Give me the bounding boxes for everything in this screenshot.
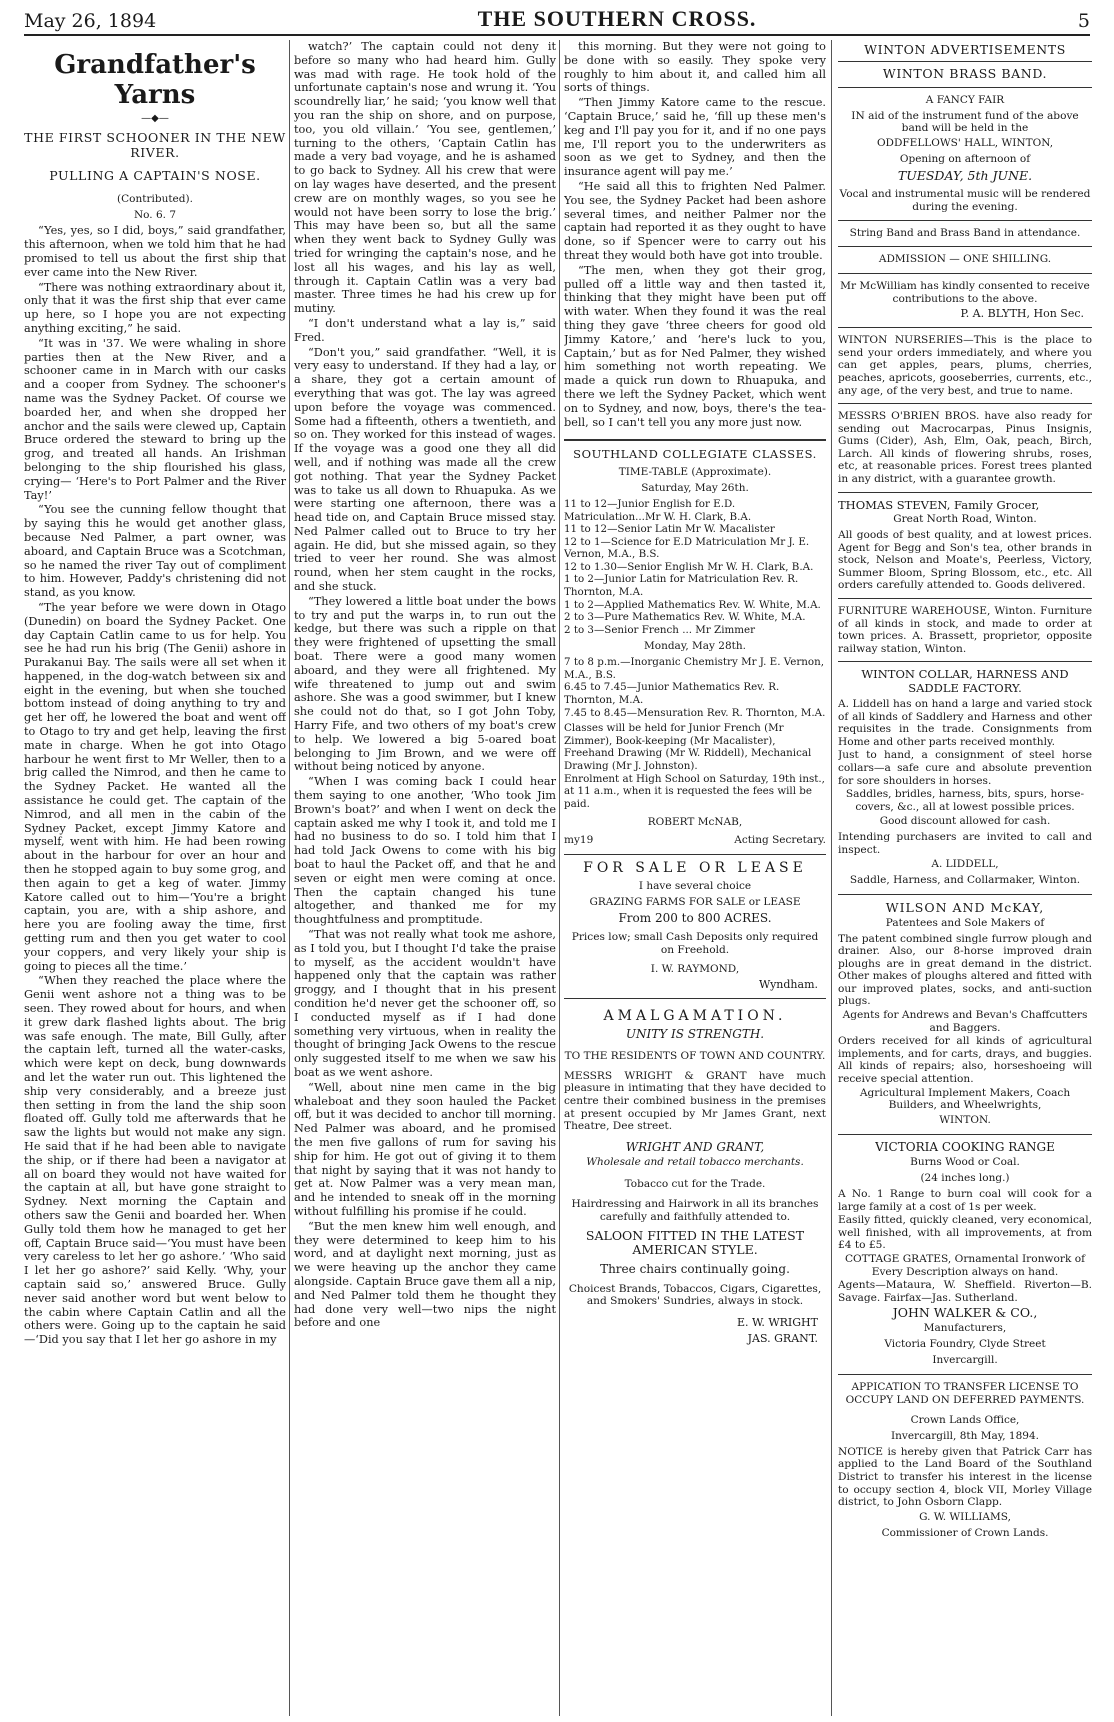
college-subtitle: TIME-TABLE (Approximate). (618, 466, 772, 479)
steven-body: All goods of best quality, and at lowest prices. Agent for Begg and Son's tea, other brands in stock, Nelson and Moate's, Peerless, Victory, Summer Bloom, Spring Blossom, etc., etc. All orders carefully attended to. Goods delivered. (838, 529, 1092, 592)
timetable-row: 2 to 3—Senior French ... Mr Zimmer (564, 623, 756, 636)
collar-f: Intending purchasers are invited to call and inspect. (838, 831, 1092, 856)
timetable-saturday (564, 498, 826, 637)
wm-d: Orders received for all kinds of agricultural implements, and for carts, drays, and buggies. All kinds of repairs; also, horseshoeing will receive special attention. (838, 1035, 1092, 1086)
story-paragraph: “But the men knew him well enough, and they were determined to keep him to his word, and at daylight next morning, just as we were heaving up the anchor they came alongside. Captain Bruce gave them all a nip, and Ned Palmer told them he thought they had done very well—two nips the night before and one (294, 1219, 556, 1330)
column-rule (559, 40, 560, 1716)
farms-l1: I have several choice (638, 879, 752, 892)
timetable-row: 6.45 to 7.45—Junior Mathematics Rev. R. Thornton, M.A. (564, 681, 780, 707)
timetable-row: 1 to 2—Junior Latin for Matriculation Rev. R. Thornton, M.A. (564, 573, 799, 599)
collar-body: A. Liddell has on hand a large and varied stock of all kinds of Saddlery and Harness and other requisites in the trade. Consignments from Home and other parts received monthly. (838, 698, 1092, 748)
timetable-row: 7 to 8 p.m.—Inorganic Chemistry Mr J. E. Vernon, M.A., B.S. (564, 656, 824, 681)
masthead (24, 6, 1090, 36)
story-paragraph: “Yes, yes, so I did, boys,” said grandfather, this afternoon, when we told him that he had promised to tell us about the first ship that ever came into the New River. (24, 224, 286, 279)
fair-body: IN aid of the instrument fund of the above band will be held in the (851, 109, 1079, 135)
wm-f: WINTON. (939, 1113, 991, 1126)
farms-head: FOR SALE OR LEASE (583, 859, 807, 876)
jw-head: JOHN WALKER & CO., (892, 1305, 1038, 1321)
divider (564, 998, 826, 999)
vr-c: A No. 1 Range to burn coal will cook for a large family at a cost of 1s per week. (838, 1188, 1092, 1213)
college-ref: my19 (564, 834, 594, 847)
column-2 (294, 40, 556, 1718)
divider (838, 220, 1092, 221)
amalg-head: AMALGAMATION. (603, 1008, 787, 1025)
story-body-3 (564, 40, 826, 429)
paper-title: THE SOUTHERN CROSS. (477, 6, 757, 31)
story-body-2 (294, 40, 556, 1330)
story-number: No. 6. 7 (133, 208, 177, 221)
farms-place: Wyndham. (759, 978, 818, 992)
amalg-hair: Hairdressing and Hairwork in all its branches carefully and faithfully attended to. (571, 1198, 819, 1223)
fair-admission: ADMISSION — ONE SHILLING. (878, 253, 1052, 266)
jw-b: Victoria Foundry, Clyde Street (884, 1337, 1046, 1350)
obrien-ad: MESSRS O'BRIEN BROS. have also ready for sending out Macrocarpas, Pinus Insignis, Gums (Cider), Ash, Elm, Oak, peach, Birch, Larch. All kinds of flowering shrubs, roses, etc, at reasonable prices. Forest trees planted in any district, with a guarantee growth. (838, 410, 1092, 486)
timetable-row: 12 to 1.30—Senior English Mr W. H. Clark, B.A. (564, 560, 814, 573)
timetable-row: 11 to 12—Senior Latin Mr W. Macalister (564, 523, 775, 536)
divider (838, 1134, 1092, 1135)
fair-opening: Opening on afternoon of (899, 152, 1031, 165)
winton-head: WINTON ADVERTISEMENTS (864, 42, 1066, 57)
wm-a: Patentees and Sole Makers of (885, 916, 1045, 929)
divider (838, 598, 1092, 599)
timetable-row: 12 to 1—Science for E.D Matriculation Mr J. E. Vernon, M.A., B.S. (564, 535, 810, 561)
app-c: NOTICE is hereby given that Patrick Carr has applied to the Land Board of the Southland District to transfer his interest in the license to occupy section 4, block VII, Morley Village district, to John Osborn Clapp. (838, 1445, 1092, 1509)
farms-ad (564, 861, 826, 992)
wm-head: WILSON AND McKAY, (885, 899, 1045, 915)
amalg-firm: WRIGHT AND GRANT, (625, 1139, 765, 1154)
college-day1: Saturday, May 26th. (641, 482, 749, 495)
wm-e: Agricultural Implement Makers, Coach Builders, and Wheelwrights, (859, 1086, 1071, 1112)
jw-a: Manufacturers, (923, 1322, 1007, 1335)
story-paragraph: “They lowered a little boat under the bows to try and put the warps in, to run out the kedge, but there was such a ripple on that they were frightened of upsetting the small boat. There were a good many women aboard, and they were all frightened. My wife threatened to jump out and swim ashore. She was a good swimmer, but I knew she could not do that, so I got John Toby, Harry Fife, and two others of my boat's crew to help. We lowered a big 5-oared boat belonging to Jim Brown, and we were off without being noticed by anyone. (294, 594, 556, 774)
farms-l3: From 200 to 800 ACRES. (618, 910, 772, 925)
story-paragraph: “Then Jimmy Katore came to the rescue. ‘Captain Bruce,’ said he, ‘fill up these men's keg and I'll pay you for it, and if no one pays me, I'll report you to the underwriters as soon as we get to Sydney, and then the insurance agent will pay me.’ (564, 96, 826, 179)
column-4 (838, 40, 1092, 1718)
college-enrol: Enrolment at High School on Saturday, 19th inst., at 11 a.m., when it is requested the fees will be paid. (564, 772, 825, 810)
college-day2: Monday, May 28th. (644, 640, 746, 653)
story-title: Grandfather's Yarns (54, 50, 256, 110)
vr-head: VICTORIA COOKING RANGE (875, 1139, 1055, 1154)
story-paragraph: “The year before we were down in Otago (Dunedin) on board the Sydney Packet. One day Captain Catlin came to us for help. You see he had run his brig (The Genii) ashore in Purakanui Bay. The sails were all set when it happened, in the dog-watch between six and eight in the evening, but when she touched bottom instead of doing anything to try and get her off, he lowered the boat and went off to Otago to try and get help, leaving the first mate in charge. When he got into Otago harbour he went first to Mr Weller, then to a brig called the Nimrod, and then he came to the Sydney Packet. He wanted all the assistance he could get. The captain of the Nimrod, and all men in the cabin of the Sydney Packet, except Jimmy Katore and myself, went with him. He had been rowing about in the harbour for over an hour and then he stopped again to buy some grog, and then again to get a keg of water. Jimmy Katore called out to him—‘You're a bright captain, you are, with a ship ashore, and here you are fooling away the time, first getting rum and then you get water to cool your coppers, and very likely your ship is going to pieces all the time.’ (24, 600, 286, 973)
farms-sig: I. W. RAYMOND, (650, 962, 740, 975)
divider (838, 327, 1092, 328)
timetable-row: 1 to 2—Applied Mathematics Rev. W. White, M.A. (564, 598, 821, 611)
story-paragraph: “That was not really what took me ashore, as I told you, but I thought I'd take the praise to myself, as the accident wouldn't have happened only that the captain was rather groggy, and I thought that in his present condition he'd never get the schooner off, so I conducted myself as if I had done something very virtuous, when in reality the thought of bringing Jack Owens to the rescue only suggested itself to me when we saw his boat as we went ashore. (294, 928, 556, 1079)
amalg-brands: Choicest Brands, Tobaccos, Cigars, Cigarettes, and Smokers' Sundries, always in stock. (568, 1282, 822, 1308)
story-paragraph: “When they reached the place where the Genii went ashore not a thing was to be seen. They rowed about for hours, and when it grew dark flashed lights about. The brig was safe enough. The mate, Bill Gully, after the captain left, turned all the water-casks, which were kept on deck, bung downwards and let the water run out. This lightened the ship very considerably, and a breeze just then setting in from the land the ship soon floated off. Gully told me afterwards that he saw the lights but would not make any sign. He said that if he had been able to navigate the ship, or if there had been a navigator at all on board they would not have waited for the captain at all, but have gone straight to Sydney. Next morning the Captain and others saw the Genii and boarded her. When Gully told them how he managed to get her off, Captain Bruce said—‘You must have been very careless to let her go ashore.’ ‘Who said I let her go ashore?’ said Kelly. ‘Why, your captain said so,’ answered Bruce. Gully never said another word but went below to the cabin where Captain Catlin and all the others were. Going up to the captain he said—‘Did you say that I let her go ashore in my (24, 974, 286, 1347)
amalg-chairs: Three chairs continually going. (600, 1261, 790, 1276)
timetable-row: 11 to 12—Junior English for E.D. Matriculation...Mr W. H. Clark, B.A. (564, 497, 752, 523)
collar-sig: A. LIDDELL, (931, 858, 999, 871)
amalg-body: MESSRS WRIGHT & GRANT have much pleasure in intimating that they have decided to centre their combined business in the premises at present occupied by Mr James Grant, next Theatre, Dee street. (564, 1069, 826, 1133)
college-note: Classes will be held for Junior French (Mr Zimmer), Book-keeping (Mr Macalister), Freehand Drawing (Mr W. Riddell), Mechanical Drawing (Mr J. Johnston). (564, 722, 812, 772)
vr-e: COTTAGE GRATES, Ornamental Ironwork of Every Description always on hand. (844, 1252, 1086, 1278)
farms-l2: GRAZING FARMS FOR SALE or LEASE (589, 895, 801, 908)
amalg-s1: E. W. WRIGHT (736, 1315, 818, 1329)
story-paragraph: “It was in '37. We were whaling in shore parties then at the New River, and a schooner came in in March with our casks and a cooper from Sydney. The schooner's name was the Sydney Packet. Of course we boarded her, and when she dropped her anchor and the sails were clewed up, Captain Bruce ordered the steward to bring up the grog, and treated all hands. An Irishman belonging to the ship flourished his glass, crying— ‘Here's to Port Palmer and the River Tay!’ (24, 336, 286, 502)
story-paragraph: “The men, when they got their grog, pulled off a little way and then tasted it, thinking that they might have been put off with water. When they found it was the real thing they gave ‘three cheers for good old Jimmy Katore,’ and ‘here's luck to you, Captain,’ but as for Ned Palmer, they wished him something not worth repeating. We made a quick run down to Rhuapuka, and there we left the Sydney Packet, which went on to Sydney, and now, boys, there's the tea-bell, so I can't tell you any more just now. (564, 263, 826, 429)
wm-b: The patent combined single furrow plough and drainer. Also, our 8-horse improved drain ploughs are in great demand in the district. Other makes of ploughs altered and fitted with our improved plates, socks, and anti-suction plugs. (838, 932, 1092, 1008)
story-paragraph: “When I was coming back I could hear them saying to one another, ‘Who took Jim Brown's boat?’ and when I went on deck the captain asked me why I took it, and told me I had no business to do so. I told him that I had told Jack Owens to come with his big boat to haul the Packet off, and that he and seven or eight men were coming at once. Then the captain changed his tune altogether, and thanked me for my thoughtfulness and promptitude. (294, 775, 556, 927)
steven-head: THOMAS STEVEN, Family Grocer, (838, 497, 1040, 512)
vr-a: Burns Wood or Coal. (910, 1156, 1020, 1169)
fair-hall: ODDFELLOWS' HALL, WINTON, (876, 136, 1054, 149)
fair-mcw: Mr McWilliam has kindly consented to receive contributions to the above. (840, 280, 1090, 305)
page-number: 5 (1077, 10, 1090, 32)
timetable-row: 2 to 3—Pure Mathematics Rev. W. White, M.A. (564, 611, 806, 624)
collar-c: Just to hand, a consignment of steel horse collars—a safe cure and absolute prevention for sore shoulders in horses. (838, 749, 1092, 787)
app-head: APPICATION TO TRANSFER LICENSE TO OCCUPY LAND ON DEFERRED PAYMENTS. (845, 1380, 1085, 1407)
amalg-s2: JAS. GRANT. (747, 1331, 818, 1345)
fair-string: String Band and Brass Band in attendance. (849, 226, 1081, 239)
story-body-1 (24, 224, 286, 1347)
issue-date: May 26, 1894 (24, 10, 157, 32)
divider (838, 246, 1092, 247)
story-paragraph: “Well, about nine men came in the big whaleboat and they soon hauled the Packet off, but it was decided to anchor till morning. Ned Palmer was aboard, and he promised the men five gallons of rum for saving his ship for him. He got out of giving it to them that night by saying that it was not handy to get at. Now Palmer was a very mean man, and he intended to sneak off in the morning without fulfilling his promise if he could. (294, 1080, 556, 1218)
divider (838, 87, 1092, 88)
story-paragraph: “There was nothing extraordinary about it, only that it was the first ship that ever came up here, so I hope you are not expecting anything exciting,” he said. (24, 280, 286, 335)
collar-d: Saddles, bridles, harness, bits, spurs, horse-covers, &c., all at lowest possible prices. (845, 788, 1085, 813)
fair-head: A FANCY FAIR (925, 94, 1005, 106)
nursery-ad: WINTON NURSERIES—This is the place to send your orders immediately, and where you can get apples, pears, plums, cherries, peaches, apricots, gooseberries, currents, etc., any age, of the very best, and true to name. (838, 334, 1092, 397)
college-signer: ROBERT McNAB, (647, 816, 743, 829)
vr-f: Agents—Mataura, W. Sheffield. Riverton—B. Savage. Fairfax—Jas. Sutherland. (838, 1279, 1092, 1304)
divider (838, 403, 1092, 404)
story-paragraph: “He said all this to frighten Ned Palmer. You see, the Sydney Packet had been ashore several times, and neither Palmer nor the captain had reported it as they ought to have done, so if Spencer were to carry out his threat they would both have got into trouble. (564, 179, 826, 262)
amalgamation-ad (564, 1009, 826, 1345)
timetable-monday (564, 656, 826, 719)
farms-l4: Prices low; small Cash Deposits only required on Freehold. (571, 931, 819, 956)
column-rule (831, 40, 832, 1716)
vr-b: (24 inches long.) (920, 1172, 1010, 1185)
divider (838, 273, 1092, 274)
divider (564, 439, 826, 441)
amalg-saloon: SALOON FITTED IN THE LATEST AMERICAN STYLE. (585, 1228, 805, 1258)
story-headline: PULLING A CAPTAIN'S NOSE. (49, 167, 261, 183)
divider (564, 854, 826, 855)
story-paragraph: “Don't you,” said grandfather. “Well, it is very easy to understand. If they had a lay, or a share, they got a certain amount of everything that was got. The lay was agreed upon before the voyage was commenced. Some had a fifteenth, others a twentieth, and so on. They worked for this instead of wages. If the voyage was a good one they all did well, and if nothing was made all the crew got nothing. That year the Sydney Packet was to take us all down to Rhuapuka. As we were starting one afternoon, there was a head tide on, and Captain Bruce missed stay. Ned Palmer called out to Bruce to try her again. He did, but she missed again, so they tried to veer her round. She was almost round, when her stem caught in the rocks, and she stuck. (294, 345, 556, 594)
column-3 (564, 40, 826, 1718)
divider (838, 894, 1092, 895)
app-title: Commissioner of Crown Lands. (881, 1526, 1049, 1539)
fair-blyth: P. A. BLYTH, Hon Sec. (960, 307, 1084, 321)
collar-e: Good discount allowed for cash. (879, 815, 1051, 828)
college-title: SOUTHLAND COLLEGIATE CLASSES. (573, 447, 817, 462)
fair-vocal: Vocal and instrumental music will be rendered during the evening. (839, 188, 1091, 213)
app-a: Crown Lands Office, (910, 1414, 1020, 1427)
amalg-to: TO THE RESIDENTS OF TOWN AND COUNTRY. (564, 1049, 826, 1062)
amalg-trade: Wholesale and retail tobacco merchants. (586, 1156, 804, 1169)
amalg-motto: UNITY IS STRENGTH. (625, 1027, 765, 1042)
divider (838, 492, 1092, 493)
timetable-row: 7.45 to 8.45—Mensuration Rev. R. Thornton, M.A. (564, 706, 826, 719)
story-paragraph: “I don't understand what a lay is,” said Fred. (294, 316, 556, 344)
amalg-tob: Tobacco cut for the Trade. (624, 1178, 766, 1191)
collar-trade: Saddle, Harness, and Collarmaker, Winton. (849, 874, 1081, 887)
furniture-ad: FURNITURE WAREHOUSE, Winton. Furniture of all kinds in stock, and made to order at town prices. A. Brassett, proprietor, opposite railway station, Winton. (838, 605, 1092, 655)
divider (838, 661, 1092, 662)
vr-d: Easily fitted, quickly cleaned, very economical, well finished, with all improvements, at from £4 to £5. (838, 1214, 1092, 1252)
contributed-note: (Contributed). (117, 192, 193, 205)
jw-c: Invercargill. (932, 1353, 998, 1366)
divider (838, 61, 1092, 62)
app-sig: G. W. WILLIAMS, (919, 1510, 1011, 1523)
column-1 (24, 40, 286, 1718)
column-rule (289, 40, 290, 1716)
band-head: WINTON BRASS BAND. (882, 66, 1048, 81)
college-role: Acting Secretary. (734, 834, 826, 847)
story-paragraph: “You see the cunning fellow thought that by saying this he would get another glass, because Ned Palmer, a part owner, was aboard, and Captain Bruce was a Scotchman, so he named the river Tay out of compliment to him. However, Paddy's christening did not stand, as you know. (24, 503, 286, 600)
story-subtitle: THE FIRST SCHOONER IN THE NEW RIVER. (24, 129, 286, 160)
ornament: —◆— (141, 113, 169, 124)
divider (838, 1374, 1092, 1375)
fair-date: TUESDAY, 5th JUNE. (897, 167, 1033, 183)
college-ad (564, 447, 826, 848)
wm-c: Agents for Andrews and Bevan's Chaffcutters and Baggers. (842, 1009, 1088, 1034)
collar-head: WINTON COLLAR, HARNESS AND SADDLE FACTORY. (861, 667, 1069, 696)
story-paragraph: this morning. But they were not going to be done with so easily. They spoke very roughly to him about it, and called him all sorts of things. (564, 40, 826, 95)
story-paragraph: watch?’ The captain could not deny it before so many who had heard him. Gully was mad with rage. He took hold of the unfortunate captain's nose and wrung it. ‘You scoundrelly liar,’ he said; ‘you know well that you ran the ship on shore, and on purpose, too, you old villain.’ ‘You see, gentlemen,’ turning to the others, ‘Captain Catlin has made a very bad voyage, and he is ashamed to go back to Sydney. All his crew that were on lay wages have deserted, and the present crew are on monthly wages, so you see he would not have been sorry to lose the brig.’ This may have been so, but all the same when they went back to Sydney Gully was tried for wringing the captain's nose, and he lost all his wages, and his lay as well, through it. Captain Catlin was a very bad master. Three times he had his crew up for mutiny. (294, 40, 556, 316)
app-b: Invercargill, 8th May, 1894. (891, 1429, 1039, 1442)
steven-addr: Great North Road, Winton. (893, 513, 1037, 526)
